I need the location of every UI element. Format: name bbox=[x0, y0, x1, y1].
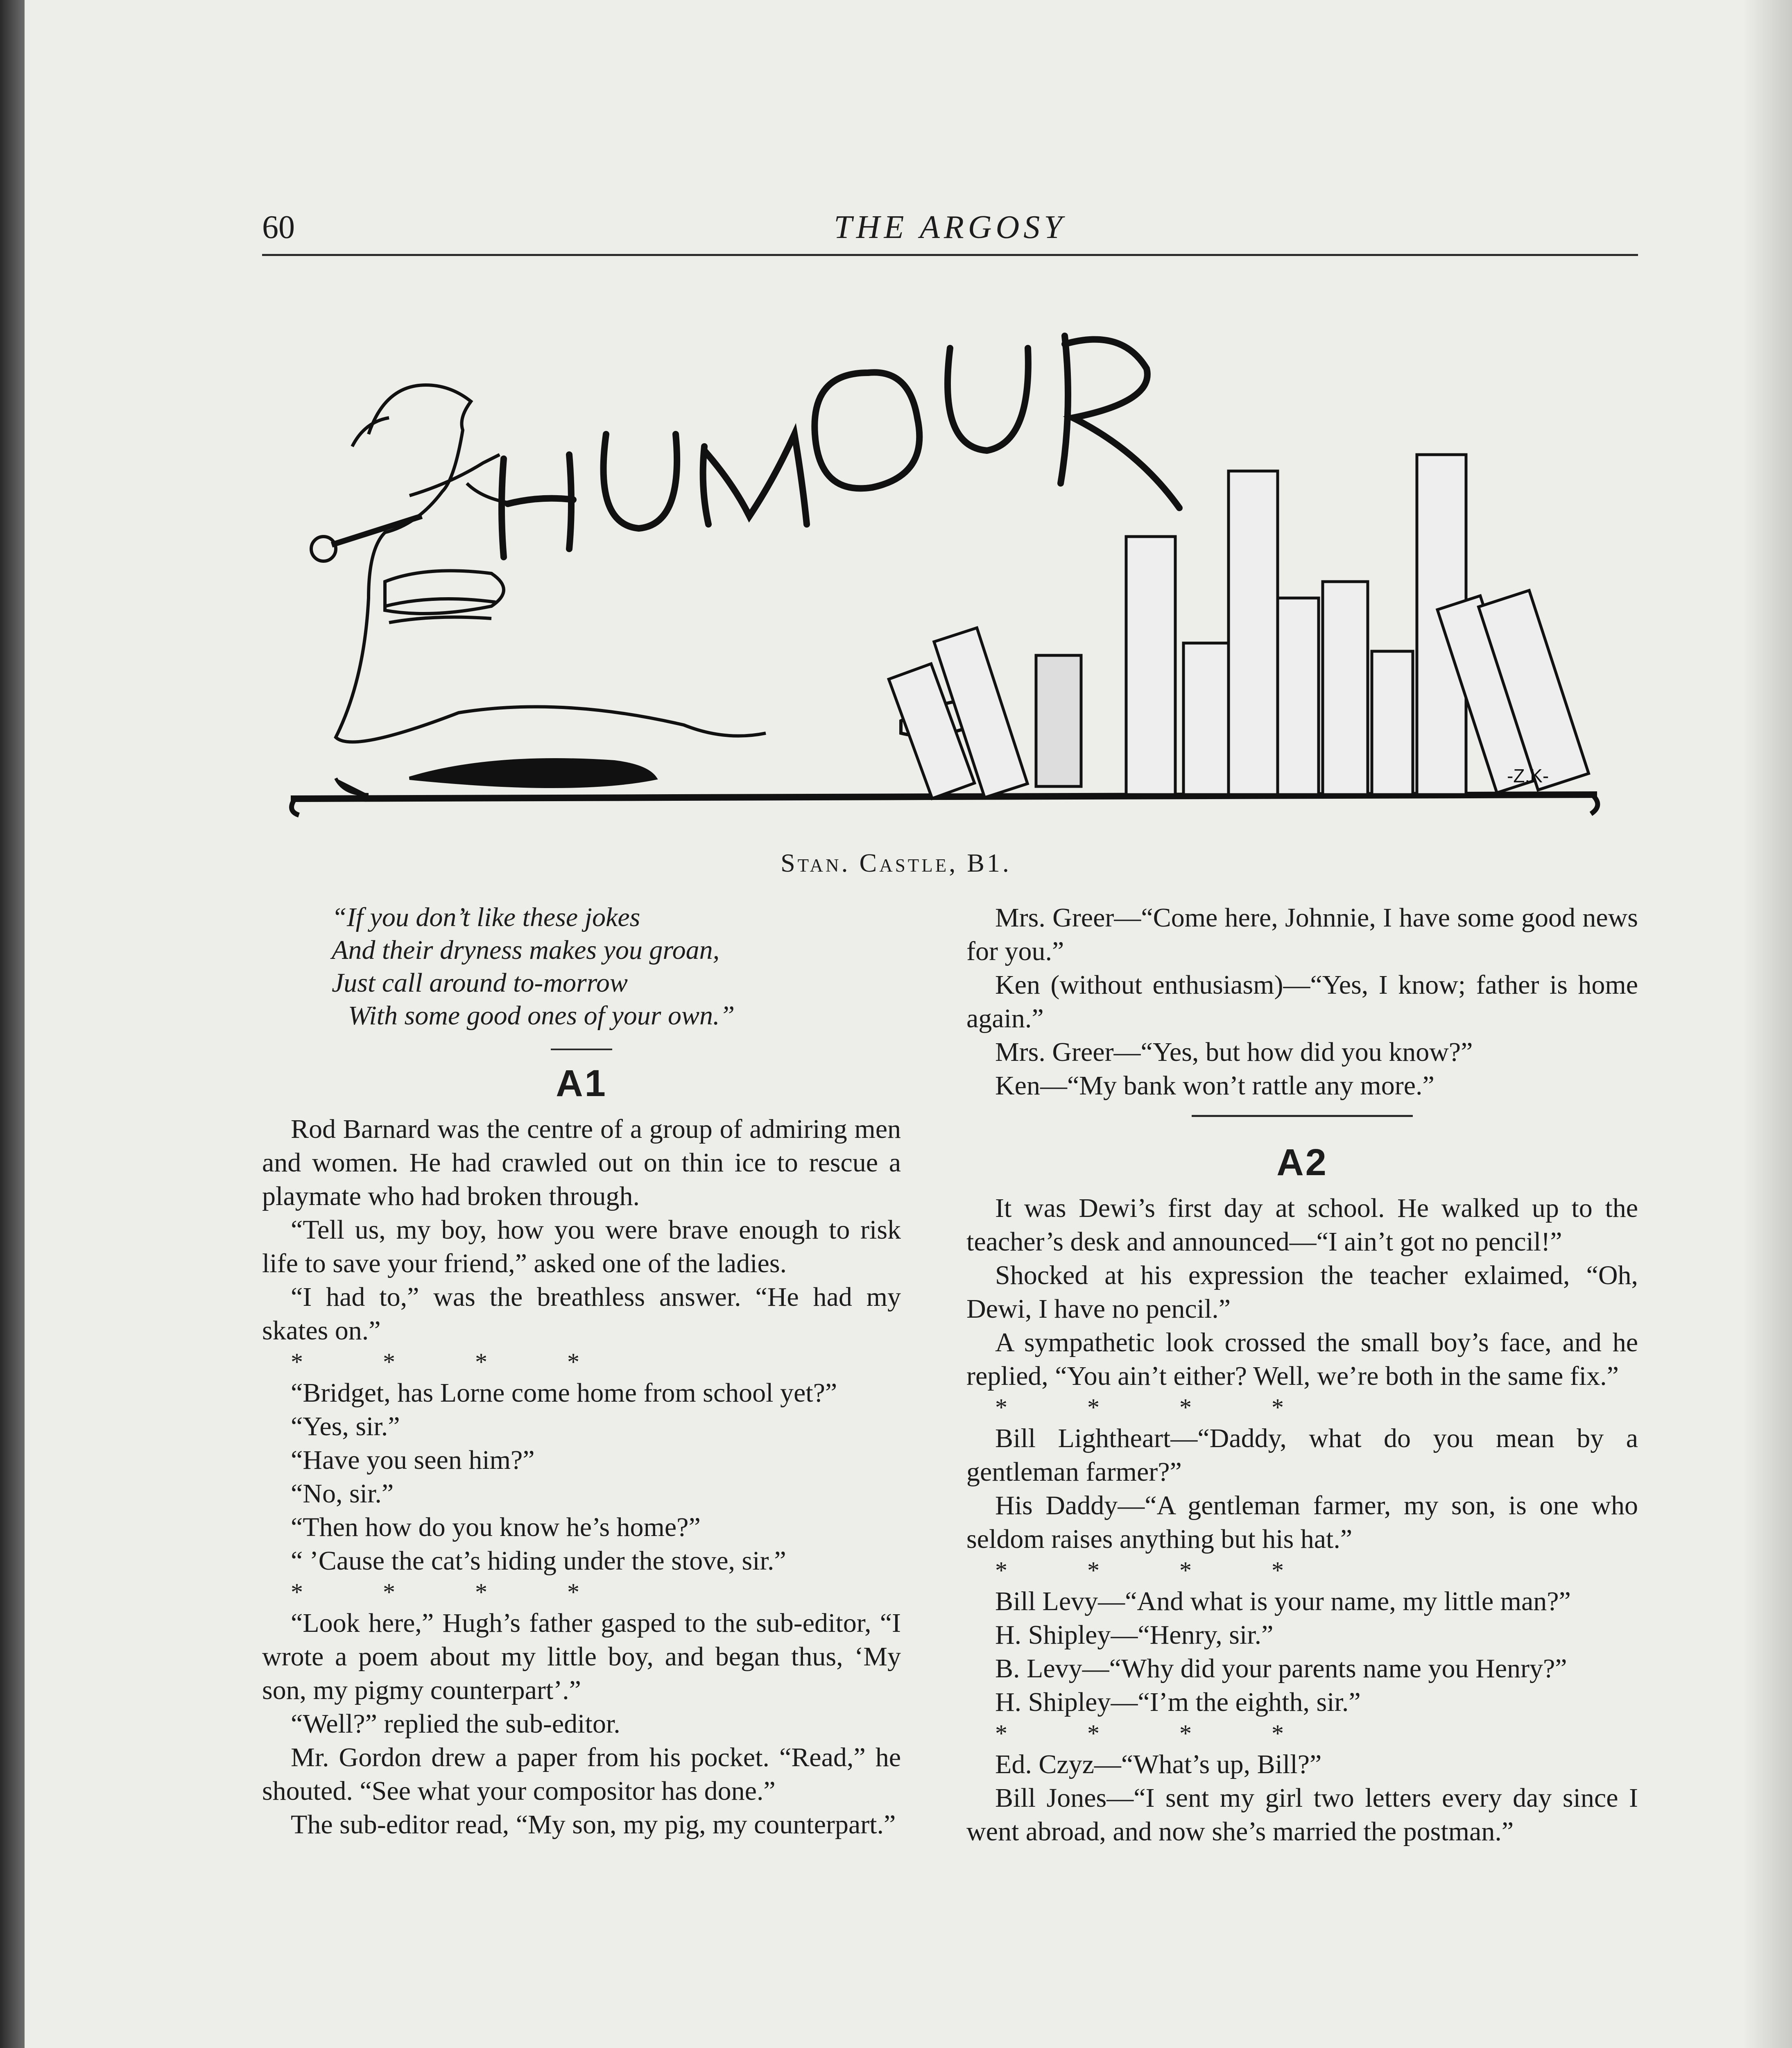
paragraph: H. Shipley—“Henry, sir.” bbox=[995, 1620, 1274, 1650]
intro-poem bbox=[332, 901, 901, 1032]
separator-stars: * * * * bbox=[995, 1394, 1321, 1421]
paragraph: “I had to,” was the breathless answer. “He had my skates on.” bbox=[262, 1282, 901, 1346]
page-fold-shadow bbox=[1743, 0, 1792, 2048]
section-title-a2: A2 bbox=[1276, 1142, 1328, 1183]
left-column bbox=[262, 901, 901, 1842]
page-edge-shadow bbox=[0, 0, 25, 2048]
paragraph: A sympathetic look crossed the small boy’s face, and he replied, “You ain’t either? Well, we’re both in the same fix.” bbox=[966, 1328, 1638, 1391]
right-column bbox=[966, 901, 1638, 1849]
paragraph: It was Dewi’s first day at school. He walked up to the teacher’s desk and announced—“I ain’t got no pencil!” bbox=[966, 1193, 1638, 1257]
paragraph: His Daddy—“A gentleman farmer, my son, is one who seldom raises anything but his hat.” bbox=[966, 1491, 1638, 1554]
paragraph: Ken (without enthusiasm)—“Yes, I know; father is home again.” bbox=[966, 970, 1638, 1033]
running-title: THE ARGOSY bbox=[834, 209, 1066, 245]
jester-icon bbox=[311, 385, 986, 795]
paragraph: Mrs. Greer—“Come here, Johnnie, I have some good news for you.” bbox=[966, 903, 1638, 966]
section-title-a1: A1 bbox=[556, 1063, 607, 1104]
paragraph: “Well?” replied the sub-editor. bbox=[291, 1709, 620, 1739]
paragraph: H. Shipley—“I’m the eighth, sir.” bbox=[995, 1687, 1361, 1717]
poem-line: With some good ones of your own.” bbox=[348, 1001, 735, 1031]
page-number: 60 bbox=[262, 209, 295, 245]
paragraph: Mr. Gordon drew a paper from his pocket. “Read,” he shouted. “See what your compositor has done.” bbox=[262, 1742, 901, 1806]
paragraph: Ken—“My bank won’t rattle any more.” bbox=[995, 1071, 1435, 1101]
separator-stars: * * * * bbox=[995, 1720, 1321, 1747]
paragraph: Bill Lightheart—“Daddy, what do you mean by a gentleman farmer?” bbox=[966, 1423, 1638, 1487]
humour-illustration bbox=[287, 311, 1618, 844]
paragraph: Shocked at his expression the teacher exlaimed, “Oh, Dewi, I have no pencil.” bbox=[966, 1260, 1638, 1324]
paragraph: The sub-editor read, “My son, my pig, my counterpart.” bbox=[291, 1810, 896, 1840]
poem-line: “If you don’t like these jokes bbox=[332, 902, 640, 932]
poem-line: And their dryness makes you groan, bbox=[332, 935, 720, 965]
paragraph: “Then how do you know he’s home?” bbox=[291, 1512, 701, 1542]
paragraph: Mrs. Greer—“Yes, but how did you know?” bbox=[995, 1037, 1473, 1067]
paragraph: “ ’Cause the cat’s hiding under the stove, sir.” bbox=[291, 1546, 786, 1576]
paragraph: B. Levy—“Why did your parents name you Henry?” bbox=[995, 1654, 1567, 1683]
separator-stars: * * * * bbox=[995, 1557, 1321, 1584]
paragraph: “Bridget, has Lorne come home from school yet?” bbox=[291, 1378, 837, 1408]
paragraph: “Yes, sir.” bbox=[291, 1411, 400, 1441]
humour-lettering bbox=[502, 336, 1179, 557]
paragraph: “No, sir.” bbox=[291, 1479, 394, 1509]
artist-signature: -Z.K- bbox=[1507, 765, 1549, 786]
paragraph: “Look here,” Hugh’s father gasped to the sub-editor, “I wrote a poem about my little boy, and began thus, ‘My son, my pigmy counterpart’.” bbox=[262, 1608, 901, 1705]
running-header bbox=[262, 205, 1638, 256]
poem-line: Just call around to-morrow bbox=[332, 968, 628, 998]
separator-stars: * * * * bbox=[291, 1579, 616, 1606]
separator-stars: * * * * bbox=[291, 1348, 616, 1375]
paragraph: Rod Barnard was the centre of a group of admiring men and women. He had crawled out on thin ice to rescue a playmate who had broken through. bbox=[262, 1114, 901, 1211]
illustration-caption: Stan. Castle, B1. bbox=[781, 848, 1011, 877]
paragraph: “Have you seen him?” bbox=[291, 1445, 535, 1475]
divider bbox=[1192, 1115, 1413, 1117]
paragraph: Bill Jones—“I sent my girl two letters every day since I went abroad, and now she’s married the postman.” bbox=[966, 1783, 1638, 1846]
paragraph: Bill Levy—“And what is your name, my little man?” bbox=[995, 1586, 1571, 1616]
paragraph: “Tell us, my boy, how you were brave enough to risk life to save your friend,” asked one of the ladies. bbox=[262, 1215, 901, 1278]
paragraph: Ed. Czyz—“What’s up, Bill?” bbox=[995, 1749, 1322, 1779]
divider bbox=[551, 1049, 612, 1050]
books-row bbox=[889, 455, 1588, 798]
